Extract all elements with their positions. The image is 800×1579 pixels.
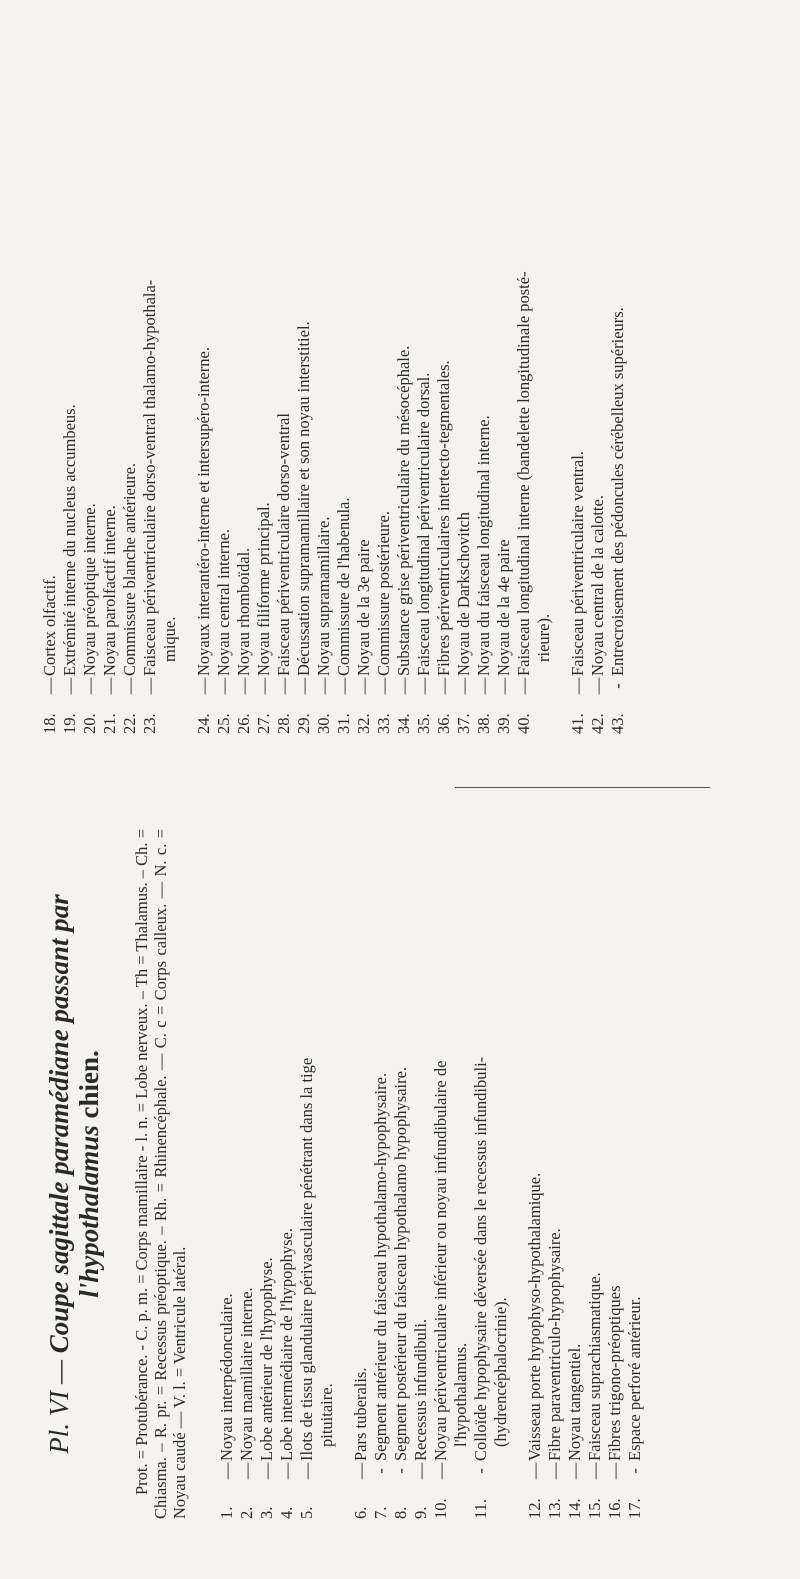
title-line-2-plain: chien. — [74, 1050, 104, 1126]
legend-entry-text — [454, 44, 474, 676]
legend-entry-number: 13. — [545, 1498, 564, 1519]
legend-entry — [100, 44, 120, 734]
legend-entry-dash: — — [525, 1462, 544, 1480]
legend-entry-number: 11. — [471, 1498, 490, 1519]
legend-entry — [514, 44, 554, 734]
legend-entry-text — [394, 44, 414, 676]
legend-entry-text — [297, 829, 337, 1461]
legend-entry-text — [274, 44, 294, 676]
legend-entry — [194, 44, 214, 734]
legend-entry-main-line: Colloïde hypophysaire déversée dans le recessus infundibuli- — [471, 1056, 490, 1461]
legend-entry — [257, 829, 277, 1519]
legend-entry-number: 10. — [431, 1498, 450, 1519]
legend-entry-main-line: Ilots de tissu glandulaire périvasculaire pénétrant dans la tige — [297, 1057, 316, 1461]
legend-entry-text — [411, 829, 431, 1461]
legend-entry-main-line: Noyau de la 4e paire — [494, 539, 513, 676]
legend-entry — [60, 44, 80, 734]
legend-entry-number: 8. — [391, 1506, 410, 1519]
legend-entry-main-line: Noyau filiforme principal. — [254, 502, 273, 676]
legend-entry-text — [374, 44, 394, 676]
legend-entry-number: 14. — [565, 1498, 584, 1519]
legend-entry — [568, 44, 588, 734]
legend-entry-text — [514, 44, 554, 676]
legend-entry-number: 9. — [411, 1506, 430, 1519]
legend-entry-text — [217, 829, 237, 1461]
legend-entry-text — [414, 44, 434, 676]
legend-entry-main-line: Fibres périventriculaires intertecto-tegmentales. — [434, 360, 453, 676]
legend-entry-main-line: Noyau de la 3e paire — [354, 539, 373, 676]
legend-entry-text — [605, 829, 625, 1461]
legend-entry-dash: — — [234, 677, 253, 695]
legend-entry-number: 24. — [194, 713, 213, 734]
legend-entry-dash: — — [60, 677, 79, 695]
legend-entry-text — [214, 44, 234, 676]
legend-entry-text — [80, 44, 100, 676]
legend-entry-dash: — — [474, 677, 493, 695]
legend-entry-text — [588, 44, 608, 676]
legend-entry-main-line: Faisceau périventriculaire dorso-ventral thalamo-hypothala- — [140, 279, 159, 676]
legend-entry-number: 3. — [257, 1506, 276, 1519]
legend-entry-continuation: l'hypothalamus. — [451, 1342, 470, 1447]
legend-entry-dash: — — [237, 1462, 256, 1480]
legend-entry-number: 31. — [334, 713, 353, 734]
legend-entry — [334, 44, 354, 734]
legend-entry-text — [100, 44, 120, 676]
legend-entry-main-line: Noyau supramamillaire. — [314, 516, 333, 676]
legend-entry-main-line: Faisceau périventriculaire dorso-ventral — [274, 413, 293, 676]
legend-entry-continuation: rieure). — [534, 613, 553, 662]
legend-entry-dash: — — [374, 677, 393, 695]
legend-entry-text — [257, 829, 277, 1461]
legend-entry-main-line: Fibres trigono-préoptiques — [605, 1285, 624, 1461]
legend-entry-dash: - — [625, 1468, 644, 1474]
legend-entry — [588, 44, 608, 734]
legend-entry — [374, 44, 394, 734]
legend-entry-dash: — — [100, 677, 119, 695]
legend-entry-main-line: Noyau rhomboïdal. — [234, 547, 253, 676]
legend-entry-main-line: Faisceau suprachiasmatique. — [585, 1272, 604, 1461]
legend-entry — [625, 829, 645, 1519]
legend-entry-dash: — — [254, 677, 273, 695]
legend-entry-dash: — — [214, 677, 233, 695]
legend-entry — [605, 829, 625, 1519]
legend-entry-main-line: Espace perforé antérieur. — [625, 1296, 644, 1461]
legend-entry-number: 35. — [414, 713, 433, 734]
legend-entry-number: 25. — [214, 713, 233, 734]
legend-entry-main-line: Faisceau longitudinal interne (bandelette longitudinale posté- — [514, 271, 533, 676]
legend-entry — [354, 44, 374, 734]
legend-entry-dash: — — [494, 677, 513, 695]
legend-entry-text — [625, 829, 645, 1461]
left-column — [40, 829, 645, 1519]
legend-entry-main-line: Entrecroisement des pédoncules cérébelleux supérieurs. — [608, 307, 627, 676]
legend-entry-main-line: Commissure de l'habenula. — [334, 497, 353, 676]
legend-entry-text — [234, 44, 254, 676]
legend-entry-main-line: Noyau tangentiel. — [565, 1343, 584, 1461]
legend-entry-text — [568, 44, 588, 676]
legend-spacer — [180, 44, 194, 734]
legend-entry-continuation: pituitaire. — [317, 1383, 336, 1447]
legend-entry-text — [194, 44, 214, 676]
legend-entry-text — [371, 829, 391, 1461]
legend-entry-number: 15. — [585, 1498, 604, 1519]
legend-entry-dash: — — [334, 677, 353, 695]
legend-entry — [471, 829, 511, 1519]
legend-entry-main-line: Noyau de Darkschovitch — [454, 511, 473, 676]
legend-entry-number: 21. — [100, 713, 119, 734]
legend-entry — [351, 829, 371, 1519]
legend-entry-number: 16. — [605, 1498, 624, 1519]
legend-entry-main-line: Commissure postérieure. — [374, 511, 393, 676]
legend-entry — [80, 44, 100, 734]
legend-entry-text — [494, 44, 514, 676]
legend-entry-dash: — — [217, 1462, 236, 1480]
legend-list-right — [40, 44, 628, 734]
legend-entry-number: 37. — [454, 713, 473, 734]
legend-entry-dash: - — [391, 1468, 410, 1474]
legend-entry-number: 5. — [297, 1506, 316, 1519]
legend-entry-dash: — — [351, 1462, 370, 1480]
legend-entry-dash: — — [294, 677, 313, 695]
legend-entry-number: 38. — [474, 713, 493, 734]
legend-entry-main-line: Noyau du faisceau longitudinal interne. — [474, 415, 493, 676]
legend-entry — [140, 44, 180, 734]
plate-number: Pl. VI — — [44, 1353, 74, 1454]
legend-entry-dash: — — [545, 1462, 564, 1480]
legend-entry-number: 28. — [274, 713, 293, 734]
legend-entry-dash: — — [297, 1462, 316, 1480]
legend-list-left — [217, 829, 645, 1519]
legend-entry — [234, 44, 254, 734]
legend-entry-text — [391, 829, 411, 1461]
legend-entry — [525, 829, 545, 1519]
legend-entry — [297, 829, 337, 1519]
legend-entry-dash: — — [120, 677, 139, 695]
legend-entry-number: 2. — [237, 1506, 256, 1519]
legend-entry-main-line: Fibre paraventriculo-hypophysaire. — [545, 1228, 564, 1461]
legend-entry-text — [474, 44, 494, 676]
column-divider — [455, 787, 710, 788]
legend-entry-number: 6. — [351, 1506, 370, 1519]
legend-entry-text — [354, 44, 374, 676]
legend-entry-number: 19. — [60, 713, 79, 734]
legend-entry-number: 18. — [40, 713, 59, 734]
legend-entry-text — [525, 829, 545, 1461]
legend-entry — [294, 44, 314, 734]
legend-entry-number: 34. — [394, 713, 413, 734]
legend-entry — [217, 829, 237, 1519]
legend-entry — [274, 44, 294, 734]
legend-entry-dash: — — [194, 677, 213, 695]
legend-entry-dash: — — [394, 677, 413, 695]
legend-entry-dash: — — [605, 1462, 624, 1480]
legend-entry-number: 33. — [374, 713, 393, 734]
legend-entry-number: 4. — [277, 1506, 296, 1519]
legend-entry-dash: — — [140, 677, 159, 695]
legend-entry-main-line: Pars tuberalis. — [351, 1367, 370, 1461]
legend-entry-number: 40. — [514, 713, 533, 734]
legend-entry-dash: — — [314, 677, 333, 695]
legend-entry-continuation: (hydrencéphalocrinie). — [491, 1297, 510, 1447]
legend-entry-dash: — — [411, 1462, 430, 1480]
legend-spacer — [554, 44, 568, 734]
legend-entry-dash: — — [354, 677, 373, 695]
legend-entry — [214, 44, 234, 734]
legend-entry — [545, 829, 565, 1519]
legend-entry-main-line: Vaisseau porte hypophyso-hypothalamique. — [525, 1172, 544, 1461]
legend-entry — [120, 44, 140, 734]
abbreviations-paragraph: Prot. = Protubérance. - C. p. m. = Corps mamillaire - l. n. = Lobe nerveux. – Th = Thalamus. – Ch. = Chiasma. – R. pr. = Recessus préoptique. – Rh. = Rhinencéphale. — C. c = Corps calleux. — N. c. = Noyau caudé — V. l. = Ventricule latéral. — [132, 829, 189, 1519]
legend-entry-main-line: Noyau préoptique interne. — [80, 503, 99, 676]
legend-entry-main-line: Segment postérieur du faisceau hypothalamo hypophysaire. — [391, 1066, 410, 1461]
legend-entry — [585, 829, 605, 1519]
plate-title — [44, 829, 104, 1519]
legend-entry-text — [277, 829, 297, 1461]
legend-entry — [411, 829, 431, 1519]
legend-entry-number: 17. — [625, 1498, 644, 1519]
legend-entry-dash: — — [40, 677, 59, 695]
legend-entry — [40, 44, 60, 734]
legend-entry-dash: — — [514, 677, 533, 695]
legend-entry-main-line: Noyau central interne. — [214, 528, 233, 676]
legend-entry — [314, 44, 334, 734]
legend-entry — [431, 829, 471, 1519]
legend-entry-main-line: Noyau central de la calotte. — [588, 495, 607, 676]
legend-entry-number: 7. — [371, 1506, 390, 1519]
legend-entry-main-line: Extrémité interne du nucleus accumbeus. — [60, 404, 79, 676]
legend-entry — [454, 44, 474, 734]
legend-entry-text — [434, 44, 454, 676]
legend-entry-number: 36. — [434, 713, 453, 734]
legend-entry-number: 20. — [80, 713, 99, 734]
legend-entry-number: 39. — [494, 713, 513, 734]
legend-entry-dash: — — [414, 677, 433, 695]
legend-entry-text — [294, 44, 314, 676]
legend-entry-text — [608, 44, 628, 676]
legend-entry-main-line: Recessus infundibuli. — [411, 1318, 430, 1461]
legend-entry-dash: — — [585, 1462, 604, 1480]
legend-entry-text — [254, 44, 274, 676]
legend-entry-main-line: Cortex olfactif. — [40, 575, 59, 676]
legend-entry — [277, 829, 297, 1519]
legend-entry — [565, 829, 585, 1519]
legend-entry-text — [314, 44, 334, 676]
legend-entry-text — [431, 829, 471, 1461]
legend-entry-main-line: Décussation supramamillaire et son noyau interstitiel. — [294, 321, 313, 676]
legend-entry-text — [120, 44, 140, 676]
legend-entry — [414, 44, 434, 734]
legend-entry-continuation: mique. — [160, 616, 179, 662]
legend-entry — [237, 829, 257, 1519]
legend-entry-main-line: Lobe intermédiaire de l'hypophyse. — [277, 1228, 296, 1461]
legend-entry-number: 27. — [254, 713, 273, 734]
legend-entry-main-line: Commissure blanche antérieure. — [120, 462, 139, 676]
legend-entry-dash: — — [80, 677, 99, 695]
legend-entry-number: 23. — [140, 713, 159, 734]
legend-entry-text — [334, 44, 354, 676]
legend-entry-dash: — — [434, 677, 453, 695]
legend-entry-text — [471, 829, 511, 1461]
legend-entry-dash: — — [568, 677, 587, 695]
legend-entry-main-line: Faisceau périventriculaire ventral. — [568, 451, 587, 676]
legend-entry-dash: — — [565, 1462, 584, 1480]
legend-entry — [474, 44, 494, 734]
legend-entry-number: 42. — [588, 713, 607, 734]
title-line-2-italic: l'hypothalamus — [74, 1125, 104, 1298]
legend-entry-number: 1. — [217, 1506, 236, 1519]
legend-entry-dash: — — [277, 1462, 296, 1480]
legend-entry — [391, 829, 411, 1519]
legend-entry — [494, 44, 514, 734]
legend-entry-main-line: Noyau mamillaire interne. — [237, 1287, 256, 1461]
legend-entry-dash: — — [257, 1462, 276, 1480]
legend-entry-dash: - — [608, 683, 627, 689]
legend-entry-text — [40, 44, 60, 676]
legend-entry-number: 41. — [568, 713, 587, 734]
legend-entry-number: 43. — [608, 713, 627, 734]
legend-entry-main-line: Faisceau longitudinal périventriculaire dorsal. — [414, 372, 433, 676]
legend-entry-main-line: Noyau interpédonculaire. — [217, 1293, 236, 1461]
legend-entry-text — [60, 44, 80, 676]
right-column — [40, 44, 628, 734]
legend-entry-dash: - — [371, 1468, 390, 1474]
legend-entry-dash: — — [588, 677, 607, 695]
legend-spacer — [337, 829, 351, 1519]
legend-entry-dash: — — [274, 677, 293, 695]
title-line-1: Coupe sagittale paramédiane passant par — [44, 894, 74, 1354]
legend-entry — [394, 44, 414, 734]
legend-entry-text — [237, 829, 257, 1461]
legend-entry-main-line: Noyau périventriculaire inférieur ou noyau infundibulaire de — [431, 1060, 450, 1461]
legend-entry-text — [545, 829, 565, 1461]
legend-entry-text — [140, 44, 180, 676]
legend-entry-dash: — — [431, 1462, 450, 1480]
legend-entry-number: 32. — [354, 713, 373, 734]
legend-entry-main-line: Segment antérieur du faisceau hypothalamo-hypophysaire. — [371, 1072, 390, 1461]
legend-entry — [371, 829, 391, 1519]
legend-entry — [608, 44, 628, 734]
legend-entry-dash: — — [454, 677, 473, 695]
legend-entry-number: 12. — [525, 1498, 544, 1519]
legend-entry-number: 26. — [234, 713, 253, 734]
legend-entry-main-line: Substance grise périventriculaire du mésocéphale. — [394, 345, 413, 676]
legend-entry-text — [585, 829, 605, 1461]
legend-entry-main-line: Noyau parolfactif interne. — [100, 505, 119, 676]
legend-entry-number: 29. — [294, 713, 313, 734]
legend-entry-main-line: Noyaux interantéro-interne et intersupéro-interne. — [194, 347, 213, 676]
legend-entry-text — [565, 829, 585, 1461]
legend-entry-main-line: Lobe antérieur de l'hypophyse. — [257, 1257, 276, 1461]
legend-spacer — [511, 829, 525, 1519]
legend-entry — [434, 44, 454, 734]
legend-entry-number: 30. — [314, 713, 333, 734]
legend-entry — [254, 44, 274, 734]
legend-entry-number: 22. — [120, 713, 139, 734]
legend-entry-text — [351, 829, 371, 1461]
legend-entry-dash: - — [471, 1468, 490, 1474]
